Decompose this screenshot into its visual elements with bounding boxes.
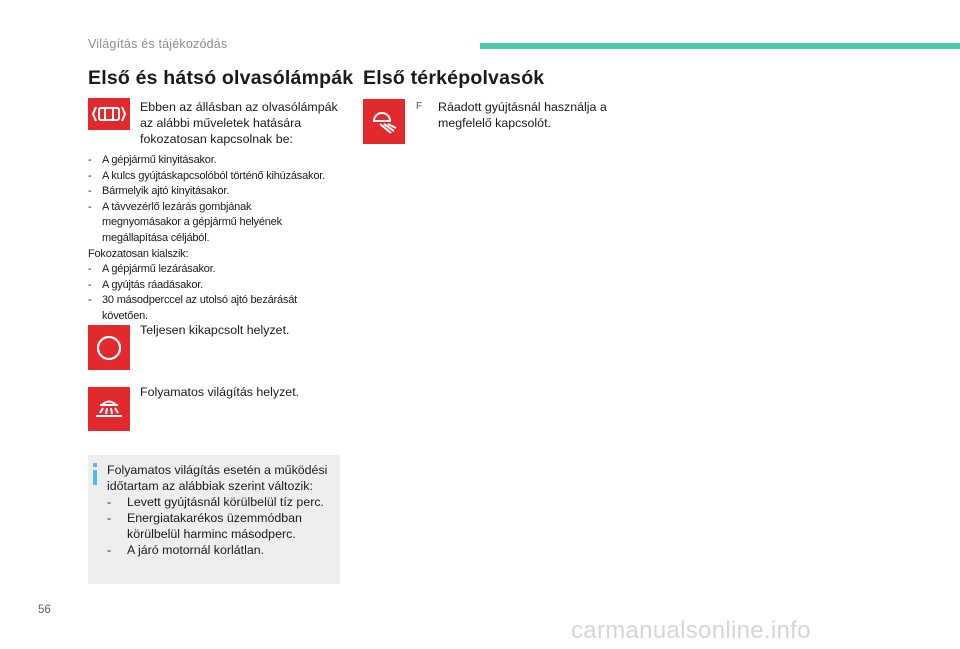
list-item: megnyomásakor a gépjármű helyének <box>102 216 282 229</box>
info-line: Folyamatos világítás esetén a működési <box>107 463 328 477</box>
list-item: - Bármelyik ajtó kinyitásakor. <box>88 185 230 198</box>
section-color-bar <box>480 43 960 49</box>
list-item: követően. <box>102 309 148 322</box>
list-item: - A gyújtás ráadásakor. <box>88 278 203 291</box>
right-heading: Első térképolvasók <box>363 67 545 89</box>
info-icon <box>93 463 97 485</box>
list-item: - 30 másodperccel az utolsó ajtó bezárását <box>88 294 298 307</box>
page-number: 56 <box>38 604 51 616</box>
intro-line: Ebben az állásban az olvasólámpák <box>140 100 338 114</box>
dome-light-icon <box>88 387 130 431</box>
list-item: - A gépjármű kinyitásakor. <box>88 154 217 166</box>
list-item: megállapítása céljából. <box>102 231 210 244</box>
door-lamp-icon <box>88 98 130 130</box>
off-position-text: Teljesen kikapcsolt helyzet. <box>140 323 290 337</box>
list-item: megfelelő kapcsolót. <box>438 116 551 130</box>
list-item: - Levett gyújtásnál körülbelül tíz perc. <box>107 495 324 509</box>
list-item: - A távvezérlő lezárás gombjának <box>88 200 252 213</box>
switch-off-heading: Fokozatosan kialszik: <box>88 247 189 260</box>
list-item: - A járó motornál korlátlan. <box>107 543 265 557</box>
switch-on-list <box>88 153 344 325</box>
bullet-icon: F <box>416 101 423 112</box>
map-light-icon <box>363 99 405 144</box>
intro-line: az alábbi műveletek hatására <box>140 116 302 130</box>
list-item: F Ráadott gyújtásnál használja a <box>416 100 607 114</box>
list-item: - Energiatakarékos üzemmódban <box>107 511 302 525</box>
section-title: Világítás és tájékozódás <box>88 37 228 51</box>
circle-off-icon <box>88 325 130 370</box>
left-heading: Első és hátsó olvasólámpák <box>88 67 354 89</box>
list-item: körülbelül harminc másodperc. <box>127 527 296 541</box>
list-item: - A kulcs gyújtáskapcsolóból történő kihúzásakor. <box>88 169 325 182</box>
watermark: carmanualsonline.info <box>571 617 811 644</box>
continuous-text: Folyamatos világítás helyzet. <box>140 385 300 399</box>
info-line: időtartam az alábbiak szerint változik: <box>107 479 313 493</box>
list-item: - A gépjármű lezárásakor. <box>88 263 216 276</box>
map-light-text <box>416 99 626 131</box>
intro-line: fokozatosan kapcsolnak be: <box>140 132 293 146</box>
info-text <box>107 462 335 558</box>
intro-text <box>140 99 340 147</box>
